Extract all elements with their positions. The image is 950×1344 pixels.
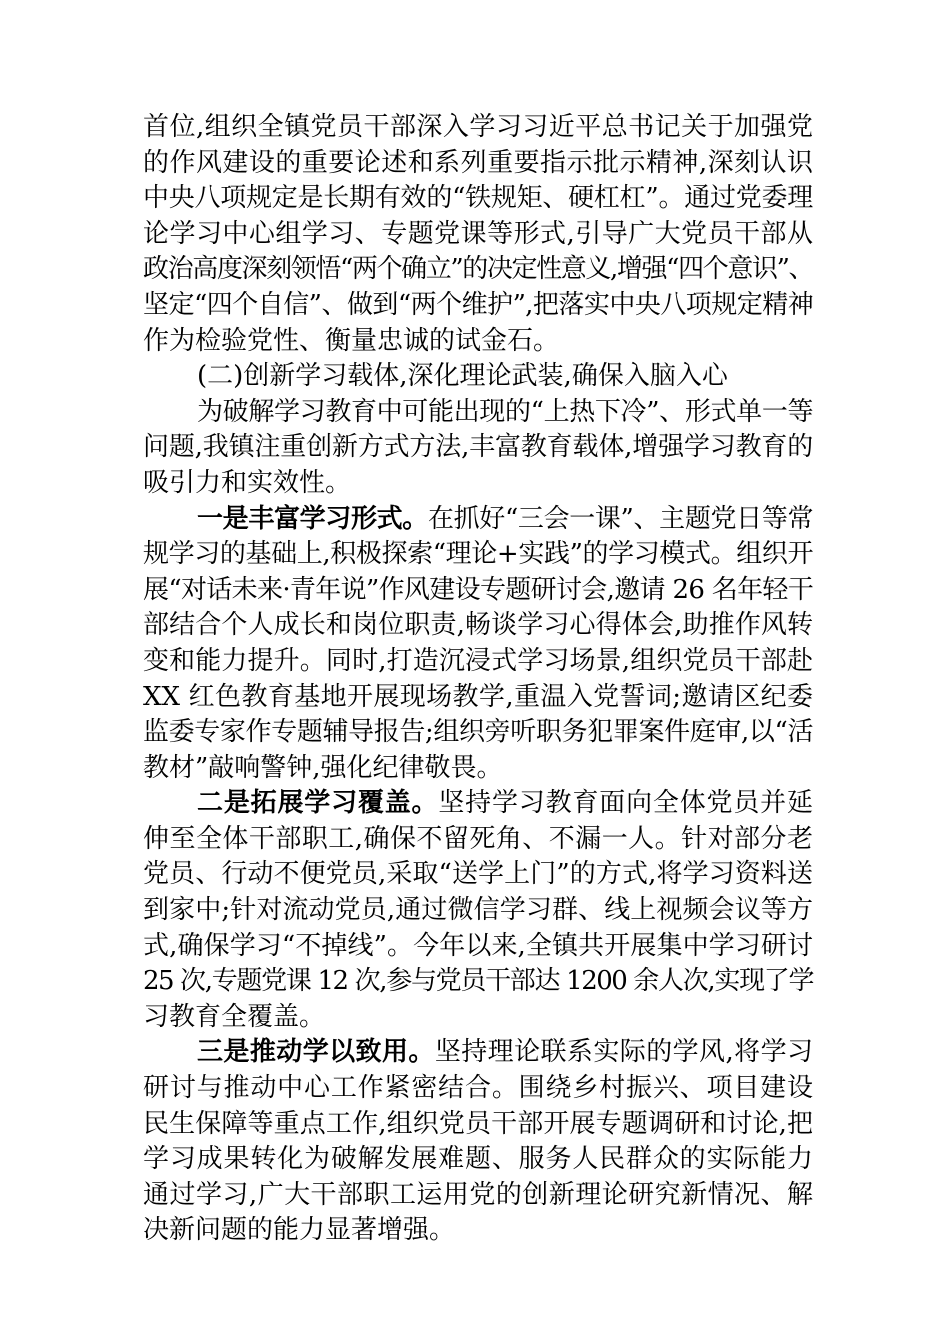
document-page <box>143 110 813 1249</box>
text-line <box>143 1107 813 1143</box>
text-line <box>143 110 813 146</box>
line-text: 监委专家作专题辅导报告;组织旁听职务犯罪案件庭审,以“活 <box>143 717 813 748</box>
bold-lead-phrase: 二是拓展学习覆盖。 <box>197 788 439 819</box>
line-text: 研讨与推动中心工作紧密结合。围绕乡村振兴、项目建设 <box>143 1073 813 1104</box>
line-text: 坚持学习教育面向全体党员并延 <box>438 788 813 819</box>
text-line <box>143 430 813 466</box>
line-text: 式,确保学习“不掉线”。今年以来,全镇共开展集中学习研讨 <box>143 930 813 961</box>
text-line <box>143 893 813 929</box>
text-line <box>143 146 813 182</box>
line-text: 习教育全覆盖。 <box>143 1001 326 1032</box>
line-text: 作为检验党性、衡量忠诚的试金石。 <box>143 325 560 356</box>
line-text: XX 红色教育基地开展现场教学,重温入党誓词;邀请区纪委 <box>143 681 813 712</box>
text-line <box>143 466 813 502</box>
text-line <box>143 644 813 680</box>
bold-lead-phrase: 三是推动学以致用。 <box>197 1037 435 1068</box>
text-line <box>143 359 813 395</box>
text-line <box>143 502 813 538</box>
text-line <box>143 1071 813 1107</box>
line-text: 规学习的基础上,积极探索“理论+实践”的学习模式。组织开 <box>143 539 813 570</box>
line-text: 部结合个人成长和岗位职责,畅谈学习心得体会,助推作风转 <box>143 610 813 641</box>
line-text: 决新问题的能力显著增强。 <box>143 1215 456 1246</box>
text-line <box>143 1213 813 1249</box>
line-text: 政治高度深刻领悟“两个确立”的决定性意义,增强“四个意识”、 <box>143 254 813 285</box>
line-text: 的作风建设的重要论述和系列重要指示批示精神,深刻认识 <box>143 147 813 178</box>
line-text: 论学习中心组学习、专题党课等形式,引导广大党员干部从 <box>143 218 813 249</box>
line-text: 坚定“四个自信”、做到“两个维护”,把落实中央八项规定精神 <box>143 289 813 320</box>
line-text: 学习成果转化为破解发展难题、服务人民群众的实际能力 <box>143 1144 813 1175</box>
text-line <box>143 217 813 253</box>
line-text: 伸至全体干部职工,确保不留死角、不漏一人。针对部分老 <box>143 823 813 854</box>
text-line <box>143 1142 813 1178</box>
line-text: 民生保障等重点工作,组织党员干部开展专题调研和讨论,把 <box>143 1108 813 1139</box>
text-line <box>143 857 813 893</box>
text-line <box>143 1035 813 1071</box>
text-line <box>143 395 813 431</box>
text-line <box>143 715 813 751</box>
text-line <box>143 680 813 716</box>
line-text: 中央八项规定是长期有效的“铁规矩、硬杠杠”。通过党委理 <box>143 183 813 214</box>
text-line <box>143 751 813 787</box>
text-line <box>143 573 813 609</box>
line-text: 25 次,专题党课 12 次,参与党员干部达 1200 余人次,实现了学 <box>143 966 813 997</box>
text-line <box>143 537 813 573</box>
text-line <box>143 181 813 217</box>
line-text: 坚持理论联系实际的学风,将学习 <box>434 1037 813 1068</box>
line-text: 在抓好“三会一课”、主题党日等常 <box>427 503 813 534</box>
bold-lead-phrase: 一是丰富学习形式。 <box>197 503 428 534</box>
line-text: 吸引力和实效性。 <box>143 467 352 498</box>
line-text: 问题,我镇注重创新方式方法,丰富教育载体,增强学习教育的 <box>143 432 813 463</box>
text-line <box>143 1000 813 1036</box>
text-line <box>143 964 813 1000</box>
line-text: (二)创新学习载体,深化理论武装,确保入脑入心 <box>197 361 728 392</box>
text-line <box>143 288 813 324</box>
line-text: 首位,组织全镇党员干部深入学习习近平总书记关于加强党 <box>143 112 813 142</box>
line-text: 通过学习,广大干部职工运用党的创新理论研究新情况、解 <box>143 1179 813 1210</box>
text-line <box>143 608 813 644</box>
text-line <box>143 324 813 360</box>
line-text: 展“对话未来·青年说”作风建设专题研讨会,邀请 26 名年轻干 <box>143 574 813 605</box>
line-text: 教材”敲响警钟,强化纪律敬畏。 <box>143 752 503 783</box>
text-line <box>143 1178 813 1214</box>
text-line <box>143 786 813 822</box>
line-text: 变和能力提升。同时,打造沉浸式学习场景,组织党员干部赴 <box>143 645 813 676</box>
line-text: 为破解学习教育中可能出现的“上热下冷”、形式单一等 <box>197 396 813 427</box>
line-text: 到家中;针对流动党员,通过微信学习群、线上视频会议等方 <box>143 895 813 926</box>
text-line <box>143 252 813 288</box>
text-line <box>143 822 813 858</box>
line-text: 党员、行动不便党员,采取“送学上门”的方式,将学习资料送 <box>143 859 813 890</box>
text-line <box>143 929 813 965</box>
